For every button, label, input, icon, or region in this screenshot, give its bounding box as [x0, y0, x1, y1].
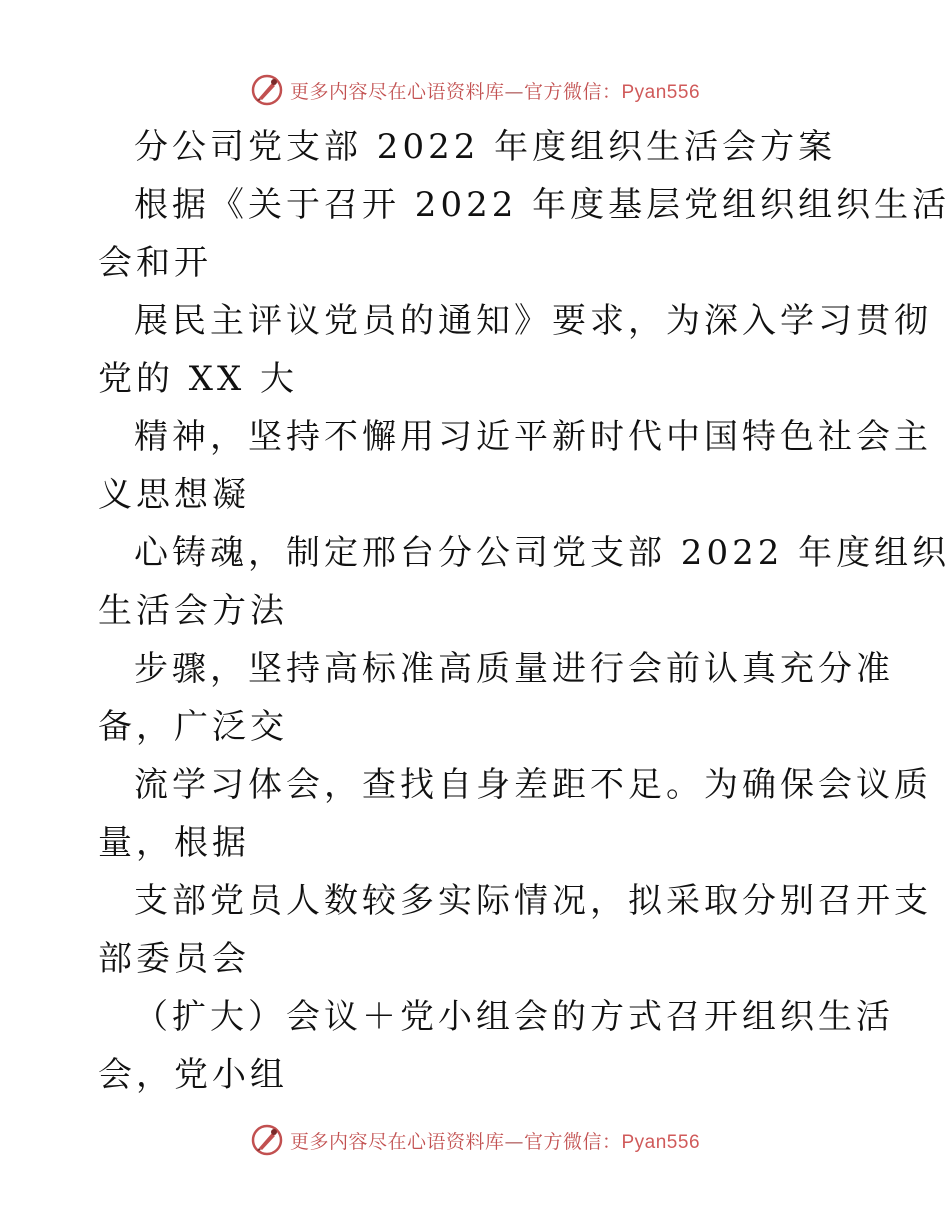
- document-body: [98, 118, 950, 1104]
- paragraph-line: 会和开: [98, 243, 212, 283]
- paragraph-line: 步骤，坚持高标准高质量进行会前认真充分准: [134, 649, 894, 689]
- header-watermark: [0, 70, 950, 110]
- paragraph-line: 生活会方法: [98, 591, 288, 631]
- document-title: 分公司党支部 2022 年度组织生活会方案: [134, 127, 837, 167]
- paragraph-line: 精神，坚持不懈用习近平新时代中国特色社会主: [134, 417, 932, 457]
- watermark-text: 更多内容尽在心语资料库—官方微信：Pyan556: [289, 1130, 701, 1153]
- quill-pen-logo-icon: [250, 1123, 284, 1157]
- paragraph-line: 支部党员人数较多实际情况，拟采取分别召开支: [134, 881, 932, 921]
- paragraph-line: 心铸魂，制定邢台分公司党支部 2022 年度组织: [134, 533, 950, 573]
- paragraph-line: 展民主评议党员的通知》要求，为深入学习贯彻: [134, 301, 932, 341]
- watermark-text: 更多内容尽在心语资料库—官方微信：Pyan556: [289, 80, 701, 103]
- paragraph-line: 部委员会: [98, 939, 250, 979]
- paragraph-line: 量，根据: [98, 823, 250, 863]
- paragraph-line: 会，党小组: [98, 1055, 288, 1095]
- footer-watermark: [0, 1120, 950, 1160]
- quill-pen-logo-icon: [250, 73, 284, 107]
- paragraph-line: 义思想凝: [98, 475, 250, 515]
- paragraph-line: 党的 XX 大: [98, 359, 299, 399]
- paragraph-line: 备，广泛交: [98, 707, 288, 747]
- paragraph-line: 流学习体会，查找自身差距不足。为确保会议质: [134, 765, 932, 805]
- paragraph-line: （扩大）会议＋党小组会的方式召开组织生活: [134, 997, 894, 1037]
- paragraph-line: 根据《关于召开 2022 年度基层党组织组织生活: [134, 185, 950, 225]
